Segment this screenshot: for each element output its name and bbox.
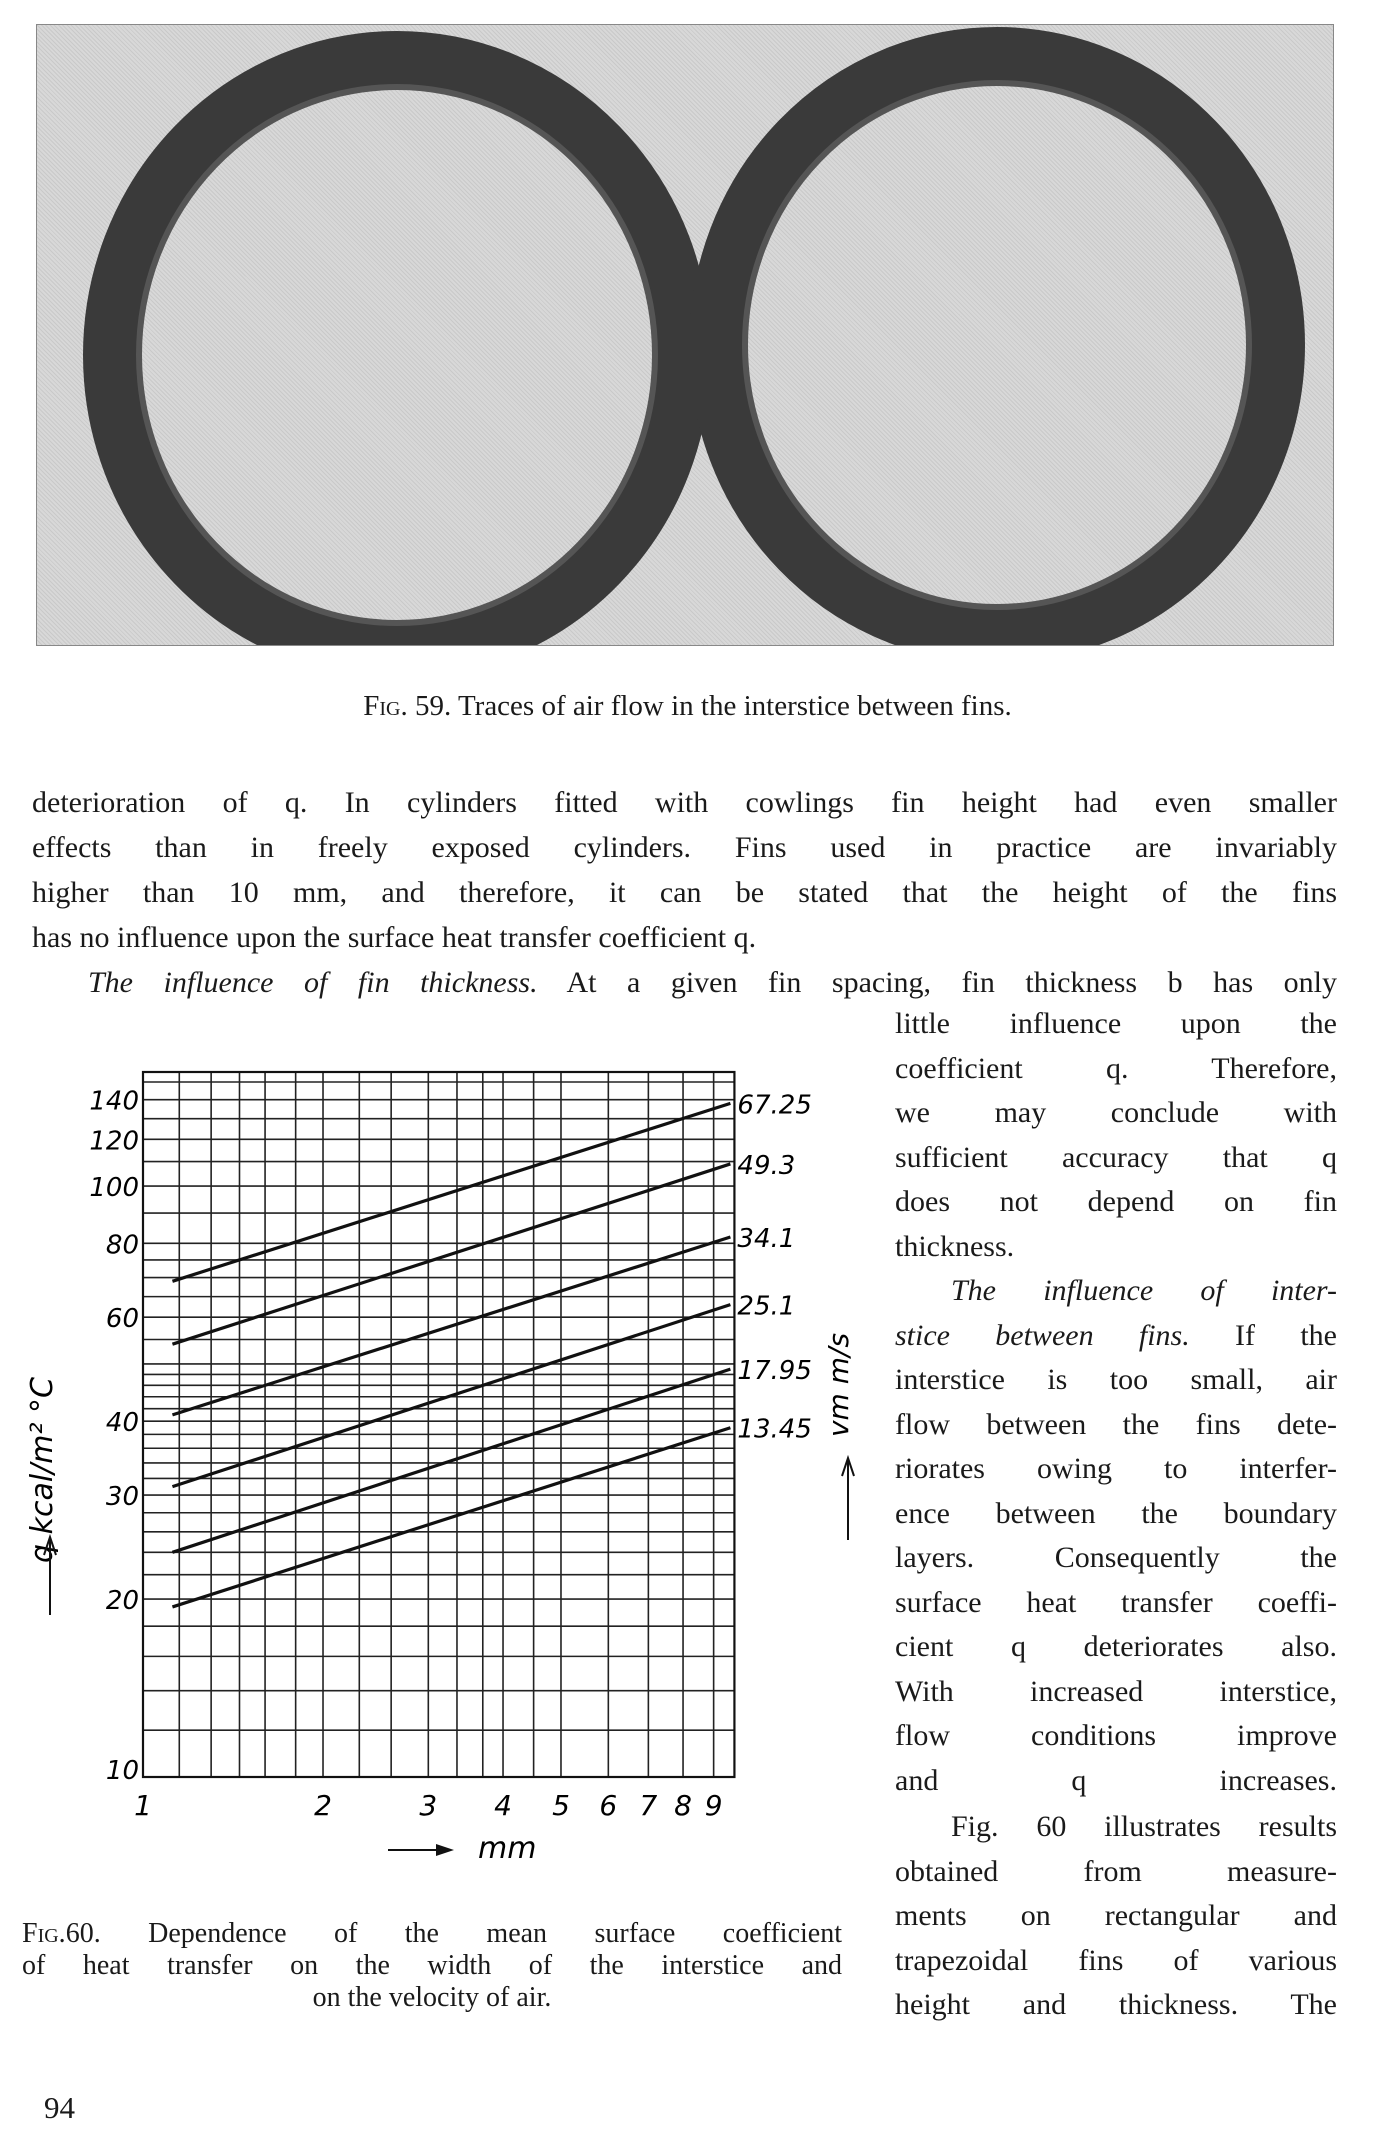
x-axis-label-text: mm — [478, 1831, 537, 1860]
x-tick-label: 8 — [674, 1789, 692, 1822]
fin-thickness-paragraph — [32, 960, 1337, 1005]
fin-rings-illustration — [37, 25, 1333, 645]
x-tick-label: 7 — [639, 1789, 658, 1822]
text-line: has no influence upon the surface heat transfer coefficient q. — [32, 921, 757, 954]
right-axis-arrow-icon — [842, 1458, 854, 1540]
text-line: ments on rectangular and — [895, 1899, 1337, 1932]
text-line: layers. Consequently the — [895, 1541, 1337, 1574]
x-tick-label: 3 — [419, 1789, 438, 1822]
section-heading: The influence of fin thickness. — [88, 966, 538, 999]
text-line: cient q deteriorates also. — [895, 1630, 1337, 1663]
text-line: trapezoidal fins of various — [895, 1943, 1337, 1977]
x-axis-arrowhead-icon — [436, 1844, 454, 1856]
chart-svg — [0, 1040, 880, 1860]
text-line: obtained from measure- — [895, 1854, 1337, 1888]
heading-part: stice between fins. — [895, 1318, 1190, 1352]
text-line: we may conclude with — [895, 1096, 1337, 1129]
x-tick-label: 2 — [314, 1789, 332, 1822]
x-tick-label: 6 — [599, 1789, 618, 1822]
series-label: 13.45 — [737, 1414, 812, 1445]
fig-label: Fig. — [22, 1918, 66, 1949]
text-line: Fig. 60 illustrates results — [951, 1810, 1337, 1843]
y-tick-label: 140 — [89, 1086, 139, 1117]
text-line: With increased interstice, — [895, 1674, 1337, 1708]
y-tick-label: 30 — [105, 1482, 139, 1513]
y-axis-label — [25, 1377, 60, 1563]
text-line — [895, 1314, 1337, 1359]
y-tick-label: 40 — [105, 1408, 139, 1439]
text-line: flow conditions improve — [895, 1719, 1337, 1752]
series-labels — [737, 1090, 811, 1444]
text-line: little influence upon the — [895, 1007, 1337, 1040]
x-axis-label — [388, 1831, 536, 1860]
caption-line: of heat transfer on the width of the interstice and — [22, 1950, 842, 1981]
heading-part: The influence of inter- — [951, 1274, 1337, 1307]
y-tick-labels — [89, 1087, 139, 1786]
y-tick-label: 100 — [89, 1173, 139, 1204]
caption-line: on the velocity of air. — [312, 1982, 552, 2013]
figure-60-chart — [0, 1040, 880, 1860]
y-tick-label: 80 — [105, 1230, 139, 1261]
y-tick-label: 20 — [105, 1586, 139, 1617]
series-label: 67.25 — [737, 1090, 812, 1121]
series-label: 34.1 — [737, 1223, 796, 1254]
text-line: does not depend on fin — [895, 1185, 1337, 1218]
body-text-top — [32, 780, 1337, 1005]
text-line: coefficient q. Therefore, — [895, 1051, 1337, 1085]
right-axis-label — [822, 1333, 855, 1437]
y-tick-label: 60 — [105, 1304, 139, 1335]
fig-label: Fig. — [363, 690, 408, 722]
figure-59-photo — [36, 24, 1334, 646]
series-label: 49.3 — [737, 1150, 796, 1181]
text-line: height and thickness. The — [895, 1988, 1337, 2021]
y-axis-label-text: q kcal/m² °C — [25, 1376, 60, 1564]
text-line: riorates owing to interfer- — [895, 1452, 1337, 1485]
y-tick-label: 120 — [89, 1126, 139, 1157]
caption-text: 59. Traces of air flow in the interstice between fins. — [407, 690, 1012, 722]
text-line: higher than 10 mm, and therefore, it can be stated that the height of the fins — [32, 876, 1337, 909]
plot-frame — [143, 1072, 734, 1777]
section-heading — [895, 1269, 1337, 1314]
text-line: and q increases. — [895, 1763, 1337, 1797]
text-line: ence between the boundary — [895, 1496, 1337, 1530]
series-label: 25.1 — [737, 1291, 796, 1322]
x-tick-label: 9 — [704, 1789, 723, 1822]
text-line: At a given fin spacing, fin thickness b has only — [537, 966, 1338, 999]
x-tick-labels — [134, 1789, 722, 1822]
figure-60-caption — [22, 1918, 842, 2014]
series-label: 17.95 — [737, 1356, 812, 1387]
y-axis-arrow-icon — [44, 1537, 56, 1615]
right-axis-label-text: vm m/s — [822, 1332, 855, 1438]
x-tick-label: 1 — [134, 1789, 152, 1822]
text-line: flow between the fins dete- — [895, 1407, 1337, 1441]
text-line: sufficient accuracy that q — [895, 1140, 1337, 1174]
figure-59-caption — [0, 690, 1375, 723]
x-tick-label: 4 — [494, 1789, 512, 1822]
caption-text: 60. Dependence of the mean surface coefficient — [65, 1918, 842, 1949]
series-line-34-1 — [172, 1237, 730, 1415]
text-part: If the — [1189, 1318, 1337, 1352]
text-line: deterioration of q. In cylinders fitted with cowlings fin height had even smaller — [32, 786, 1337, 819]
text-line: interstice is too small, air — [895, 1363, 1337, 1396]
text-line: surface heat transfer coeffi- — [895, 1585, 1337, 1619]
y-tick-label: 10 — [105, 1756, 139, 1786]
x-tick-label: 5 — [552, 1789, 570, 1822]
right-column-text — [895, 1002, 1337, 2028]
chart-grid — [143, 1072, 734, 1777]
series-line-13-45 — [172, 1428, 730, 1607]
page-number: 94 — [44, 2090, 75, 2125]
caption-line — [22, 1918, 842, 1950]
text-line: thickness. — [895, 1229, 1015, 1263]
text-line: effects than in freely exposed cylinders. Fins used in practice are invariably — [32, 831, 1337, 864]
